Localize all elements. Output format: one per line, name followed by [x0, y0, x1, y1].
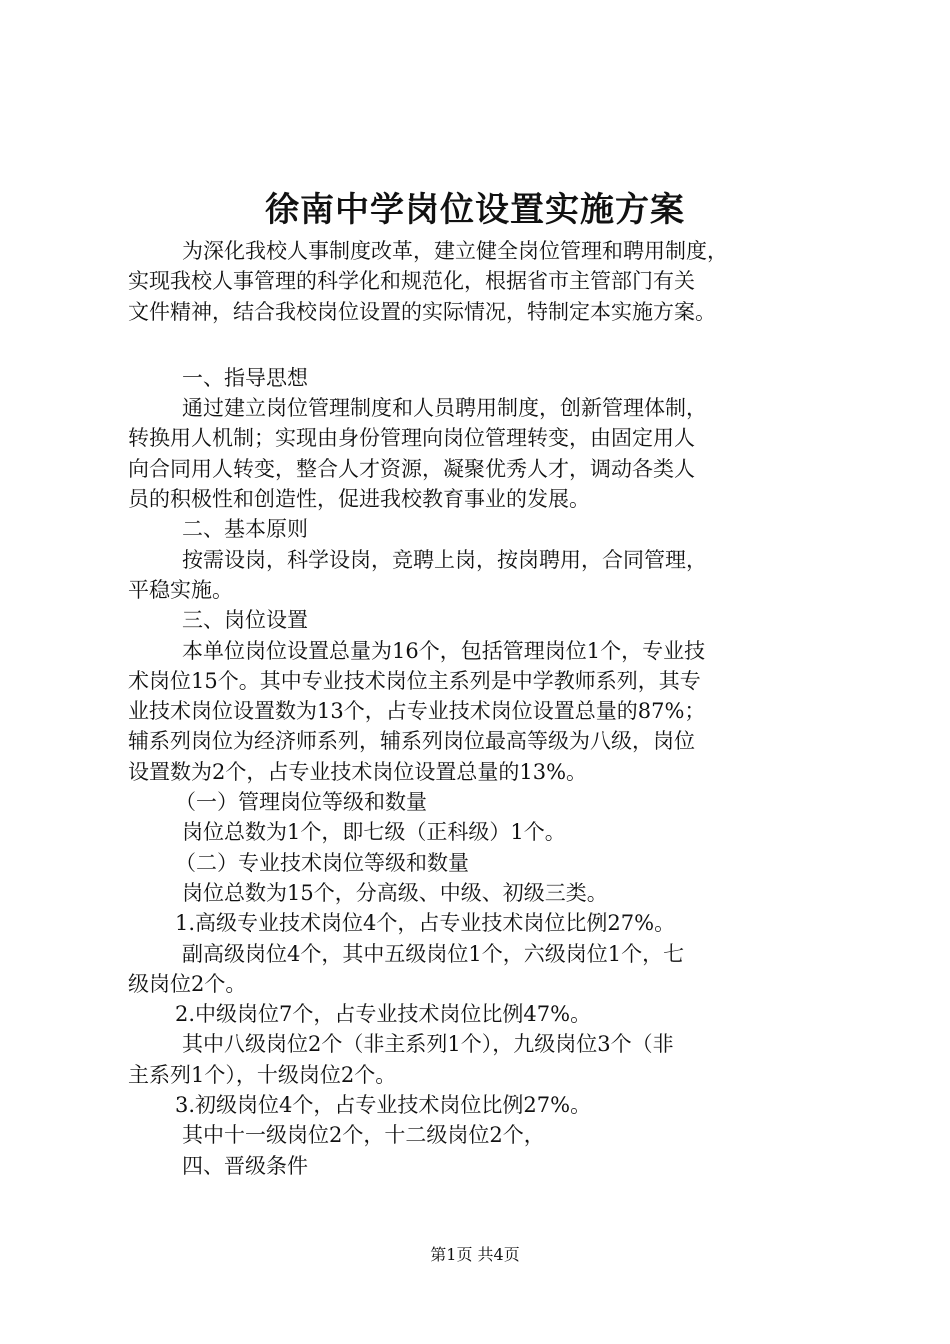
- paragraph-line: 主系列1个），十级岗位2个。: [128, 1062, 397, 1087]
- paragraph-line: 级岗位2个。: [128, 971, 247, 996]
- paragraph-line: 向合同用人转变，整合人才资源，凝聚优秀人才，调动各类人: [128, 456, 695, 481]
- list-item: 2.中级岗位7个，占专业技术岗位比例47%。: [175, 1002, 592, 1027]
- page-footer: 第1页 共4页: [430, 1245, 520, 1264]
- paragraph-line: 岗位总数为15个，分高级、中级、初级三类。: [182, 880, 608, 905]
- list-item: 1.高级专业技术岗位4个，占专业技术岗位比例27%。: [175, 911, 676, 936]
- document-body: [128, 236, 838, 1181]
- section-heading: 三、岗位设置: [182, 608, 308, 633]
- paragraph-line: 副高级岗位4个，其中五级岗位1个，六级岗位1个，七: [182, 941, 685, 966]
- paragraph-line: 平稳实施。: [128, 577, 233, 602]
- paragraph-line: 通过建立岗位管理制度和人员聘用制度，创新管理体制，: [182, 396, 707, 421]
- document-title: 徐南中学岗位设置实施方案: [265, 190, 685, 230]
- paragraph-line: 转换用人机制；实现由身份管理向岗位管理转变，由固定用人: [128, 426, 695, 451]
- paragraph-line: 文件精神，结合我校岗位设置的实际情况，特制定本实施方案。: [128, 299, 716, 324]
- paragraph-line: 业技术岗位设置数为13个，占专业技术岗位设置总量的87%；: [128, 699, 706, 724]
- paragraph-line: 员的积极性和创造性，促进我校教育事业的发展。: [128, 487, 590, 512]
- section-heading: 四、晋级条件: [182, 1153, 308, 1178]
- section-heading: 二、基本原则: [182, 517, 308, 542]
- subsection-heading: （二）专业技术岗位等级和数量: [175, 850, 469, 875]
- paragraph-line: 按需设岗，科学设岗，竞聘上岗，按岗聘用，合同管理，: [182, 547, 707, 572]
- paragraph-line: 其中十一级岗位2个，十二级岗位2个，: [182, 1123, 545, 1148]
- subsection-heading: （一）管理岗位等级和数量: [175, 790, 427, 815]
- paragraph-line: 岗位总数为1个，即七级（正科级）1个。: [182, 820, 566, 845]
- paragraph-line: 为深化我校人事制度改革，建立健全岗位管理和聘用制度，: [182, 239, 728, 263]
- paragraph-line: 本单位岗位设置总量为16个，包括管理岗位1个，专业技: [182, 638, 706, 663]
- paragraph-line: 其中八级岗位2个（非主系列1个），九级岗位3个（非: [182, 1032, 674, 1057]
- paragraph-gap: [128, 327, 838, 363]
- paragraph-line: 实现我校人事管理的科学化和规范化，根据省市主管部门有关: [128, 269, 695, 294]
- paragraph-line: 辅系列岗位为经济师系列，辅系列岗位最高等级为八级，岗位: [128, 729, 695, 754]
- list-item: 3.初级岗位4个，占专业技术岗位比例27%。: [175, 1093, 592, 1118]
- section-heading: 一、指导思想: [182, 365, 308, 390]
- paragraph-line: 设置数为2个，占专业技术岗位设置总量的13%。: [128, 759, 588, 784]
- paragraph-line: 术岗位15个。其中专业技术岗位主系列是中学教师系列，其专: [128, 668, 701, 693]
